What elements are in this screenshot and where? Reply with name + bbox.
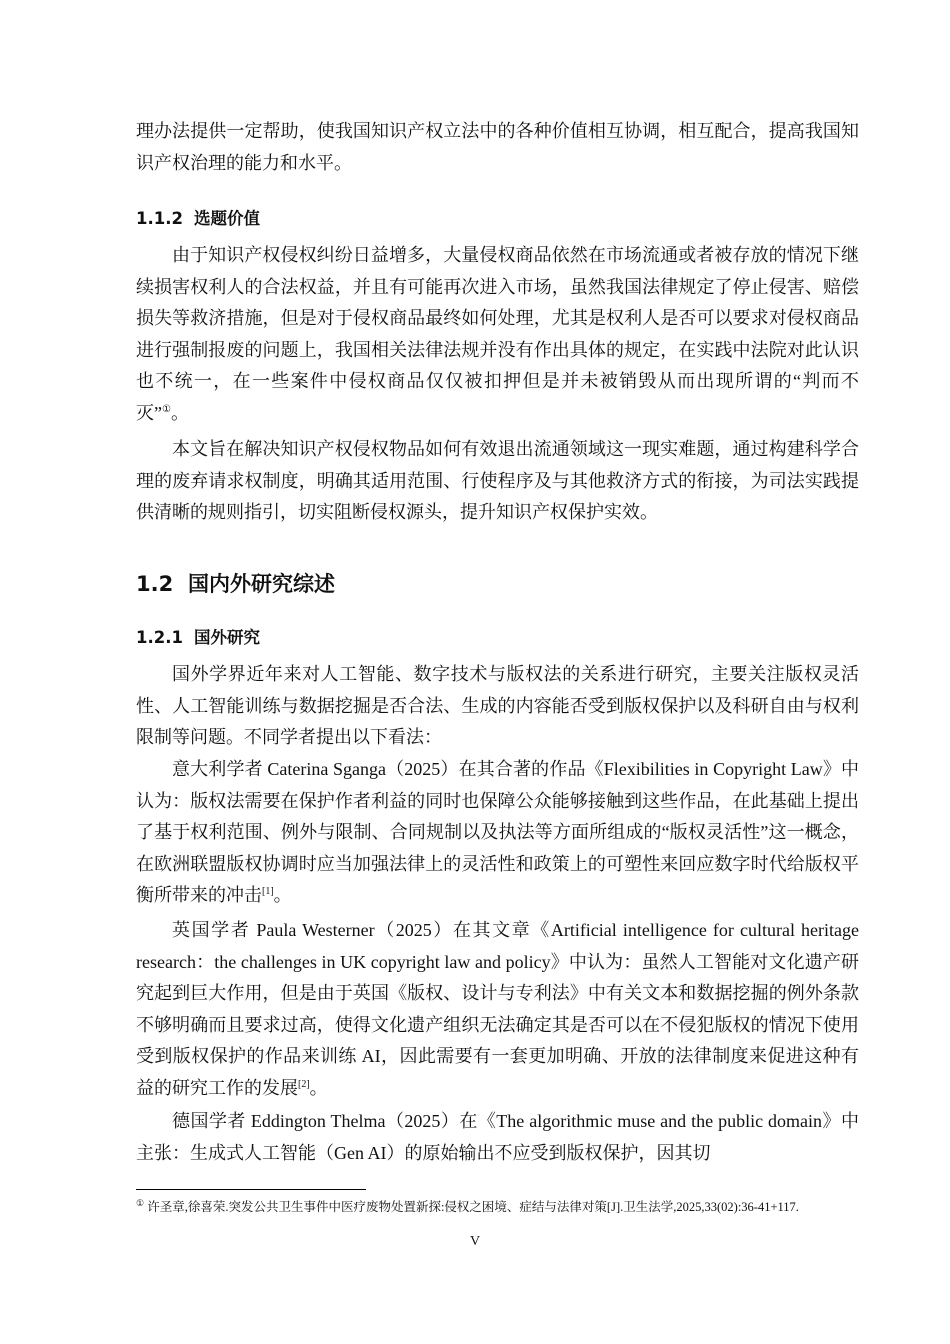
- paragraph-purpose: 本文旨在解决知识产权侵权物品如何有效退出流通领域这一现实难题，通过构建科学合理的废弃请求权制度，明确其适用范围、行使程序及与其他救济方式的衔接，为司法实践提供清晰的规则指引，切实阻断侵权源头，提升知识产权保护实效。: [136, 439, 859, 523]
- paragraph-thelma: 德国学者 Eddington Thelma（2025）在《The algorithmic muse and the public domain》中主张：生成式人工智能（Gen AI）的原始输出不应受到版权保护，因其切: [136, 1111, 859, 1163]
- paragraph-text: 意大利学者 Caterina Sganga（2025）在其合著的作品《Flexibilities in Copyright Law》中认为：版权法需要在保护作者利益的同时也保障公众能够接触到这些作品，在此基础上提出了基于权利范围、例外与限制、合同规制以及执法等方面所组成的“版权灵活性”这一概念，在欧洲联盟版权协调时应当加强法律上的灵活性和政策上的可塑性来回应数字时代给版权平衡所带来的冲击: [136, 759, 859, 906]
- paragraph-end: 。: [170, 402, 189, 423]
- heading-title: 选题价值: [194, 209, 260, 228]
- paragraph-foreign-overview: 国外学界近年来对人工智能、数字技术与版权法的关系进行研究，主要关注版权灵活性、人工智能训练与数据挖掘是否合法、生成的内容能否受到版权保护以及科研自由与权利限制等问题。不同学者提出以下看法：: [136, 664, 859, 748]
- footnote-marker: ①: [162, 403, 171, 415]
- paragraph-topic-value: [136, 240, 859, 430]
- footnote: [136, 1199, 859, 1216]
- paragraph-text: 英国学者 Paula Westerner（2025）在其文章《Artificial intelligence for cultural heritage research：the challenges in UK copyright law and policy》中认为：虽然人工智能对文化遗产研究起到巨大作用，但是由于英国《版权、设计与专利法》中有关文本和数据挖掘的例外条款不够明确而且要求过高，使得文化遗产组织无法确定其是否可以在不侵犯版权的情况下使用受到版权保护的作品来训练 AI，因此需要有一套更加明确、开放的法律制度来促进这种有益的研究工作的发展: [136, 920, 859, 1098]
- paragraph-westerner: [136, 915, 859, 1105]
- page-number: V: [469, 1234, 481, 1249]
- section-heading-1-2-1: [136, 624, 260, 648]
- paragraph-end: 。: [309, 1077, 328, 1098]
- section-heading-1-1-2: [136, 205, 260, 229]
- paragraph-end: 。: [273, 885, 292, 906]
- footnote-divider: [136, 1189, 366, 1190]
- footnote-text: 许圣章,徐喜荣.突发公共卫生事件中医疗废物处置新探:侵权之困境、症结与法律对策[J].卫生法学,2025,33(02):36-41+117.: [147, 1200, 799, 1214]
- heading-number: 1.2.1: [136, 628, 183, 647]
- heading-number: 1.1.2: [136, 209, 183, 228]
- paragraph-sganga: [136, 754, 859, 912]
- paragraph-text: 由于知识产权侵权纠纷日益增多，大量侵权商品依然在市场流通或者被存放的情况下继续损害权利人的合法权益，并且有可能再次进入市场，虽然我国法律规定了停止侵害、赔偿损失等救济措施，但是对于侵权商品最终如何处理，尤其是权利人是否可以要求对侵权商品进行强制报废的问题上，我国相关法律法规并没有作出具体的规定，在实践中法院对此认识也不统一，在一些案件中侵权商品仅仅被扣押但是并未被销毁从而出现所谓的“判而不灭”: [136, 245, 859, 423]
- citation-ref: [2]: [298, 1078, 310, 1090]
- heading-title: 国内外研究综述: [188, 572, 335, 596]
- heading-number: 1.2: [136, 572, 174, 596]
- section-heading-1-2: [136, 568, 335, 598]
- heading-title: 国外研究: [194, 628, 260, 647]
- citation-ref: [1]: [262, 886, 274, 898]
- footnote-mark: ①: [136, 1198, 145, 1208]
- paragraph-continuation: 理办法提供一定帮助，使我国知识产权立法中的各种价值相互协调，相互配合，提高我国知识产权治理的能力和水平。: [136, 121, 859, 173]
